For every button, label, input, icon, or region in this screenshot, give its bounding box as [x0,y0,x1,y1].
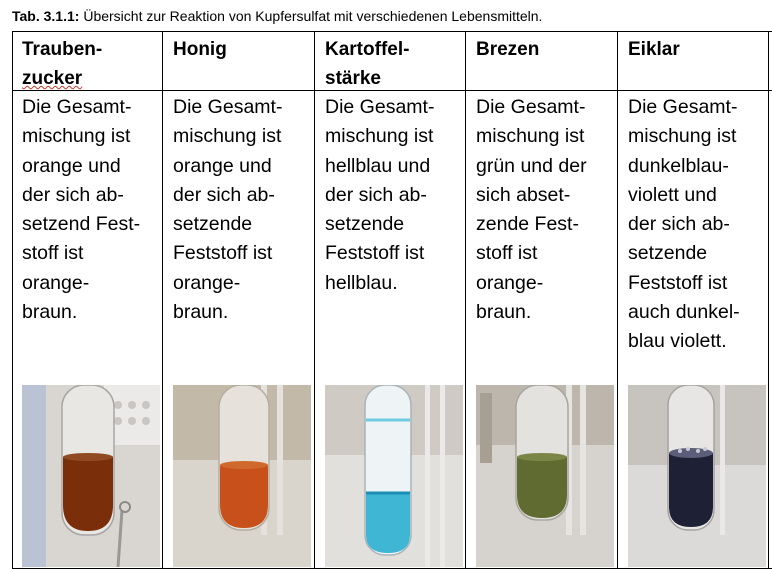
text-line: sich abset- [476,183,571,206]
text-line: setzende [173,213,253,236]
observation-text-kartoffelstaerke [325,93,470,298]
results-table [12,31,772,569]
text-line: setzende [325,213,405,236]
observation-text-brezen [476,93,621,327]
text-line: auch dunkel- [628,301,740,324]
header-line: Honig [173,39,227,60]
text-line: Die Gesamt- [325,96,435,118]
text-line: zende Fest- [476,213,579,236]
text-line: mischung ist [173,125,282,148]
header-line: Trauben- [22,39,103,60]
text-line: dunkelblau- [628,154,729,177]
header-line: Kartoffel- [325,39,410,60]
liquid [220,465,268,528]
caption-text: Übersicht zur Reaktion von Kupfersulfat mit verschiedenen Lebensmitteln. [79,8,543,24]
text-line: Die Gesamt- [628,96,738,118]
text-line: orange- [22,271,90,294]
header-line: Eiklar [628,39,680,60]
text-line: hellblau und [325,154,431,177]
text-line: Die Gesamt- [173,96,283,118]
liquid [63,457,113,531]
text-line: Feststoff ist [173,242,273,265]
text-line: mischung ist [325,125,434,148]
observation-text-eiklar [628,93,772,357]
text-line: der sich ab- [22,183,124,206]
text-line: Feststoff ist [628,271,728,294]
text-line: orange- [476,271,544,294]
text-line: mischung ist [22,125,131,148]
photo-honig [173,385,311,567]
photo-traubenzucker [22,385,160,567]
liquid [517,457,567,518]
header-line: stärke [325,68,381,89]
text-line: Die Gesamt- [22,96,132,118]
text-line: braun. [173,301,229,324]
text-line: blau violett. [628,330,727,353]
text-line: hellblau. [325,271,398,294]
column-header-kartoffelstaerke [325,35,467,93]
text-line: orange und [173,154,272,177]
text-line: der sich ab- [325,183,427,206]
caption-label: Tab. 3.1.1: [12,8,80,24]
text-line: setzende [628,242,708,265]
liquid [669,453,713,527]
photo-brezen [476,385,614,567]
text-line: violett und [628,183,717,206]
table-caption [12,8,542,24]
observation-text-traubenzucker [22,93,167,327]
text-line: Die Gesamt- [476,96,586,118]
text-line: orange- [173,271,241,294]
photo-kartoffelstaerke [325,385,463,567]
text-line: mischung ist [476,125,585,148]
text-line: orange und [22,154,121,177]
text-line: stoff ist [22,242,84,265]
column-header-brezen [476,35,618,64]
text-line: Feststoff ist [325,242,425,265]
text-line: braun. [476,301,532,324]
text-line: grün und der [476,154,587,177]
photo-eiklar [628,385,766,567]
column-header-traubenzucker [22,35,164,93]
observation-text-honig [173,93,318,327]
column-header-honig [173,35,315,64]
liquid [366,493,410,553]
column-border [12,31,13,569]
text-line: braun. [22,301,78,324]
text-line: mischung ist [628,125,737,148]
table-bottom-border [12,568,772,569]
text-line: stoff ist [476,242,538,265]
header-line: Brezen [476,39,540,60]
text-line: der sich ab- [628,213,730,236]
table-top-border [12,31,772,32]
text-line: setzend Fest- [22,213,141,236]
column-header-eiklar [628,35,770,64]
text-line: der sich ab- [173,183,275,206]
header-line: zucker [22,68,83,89]
